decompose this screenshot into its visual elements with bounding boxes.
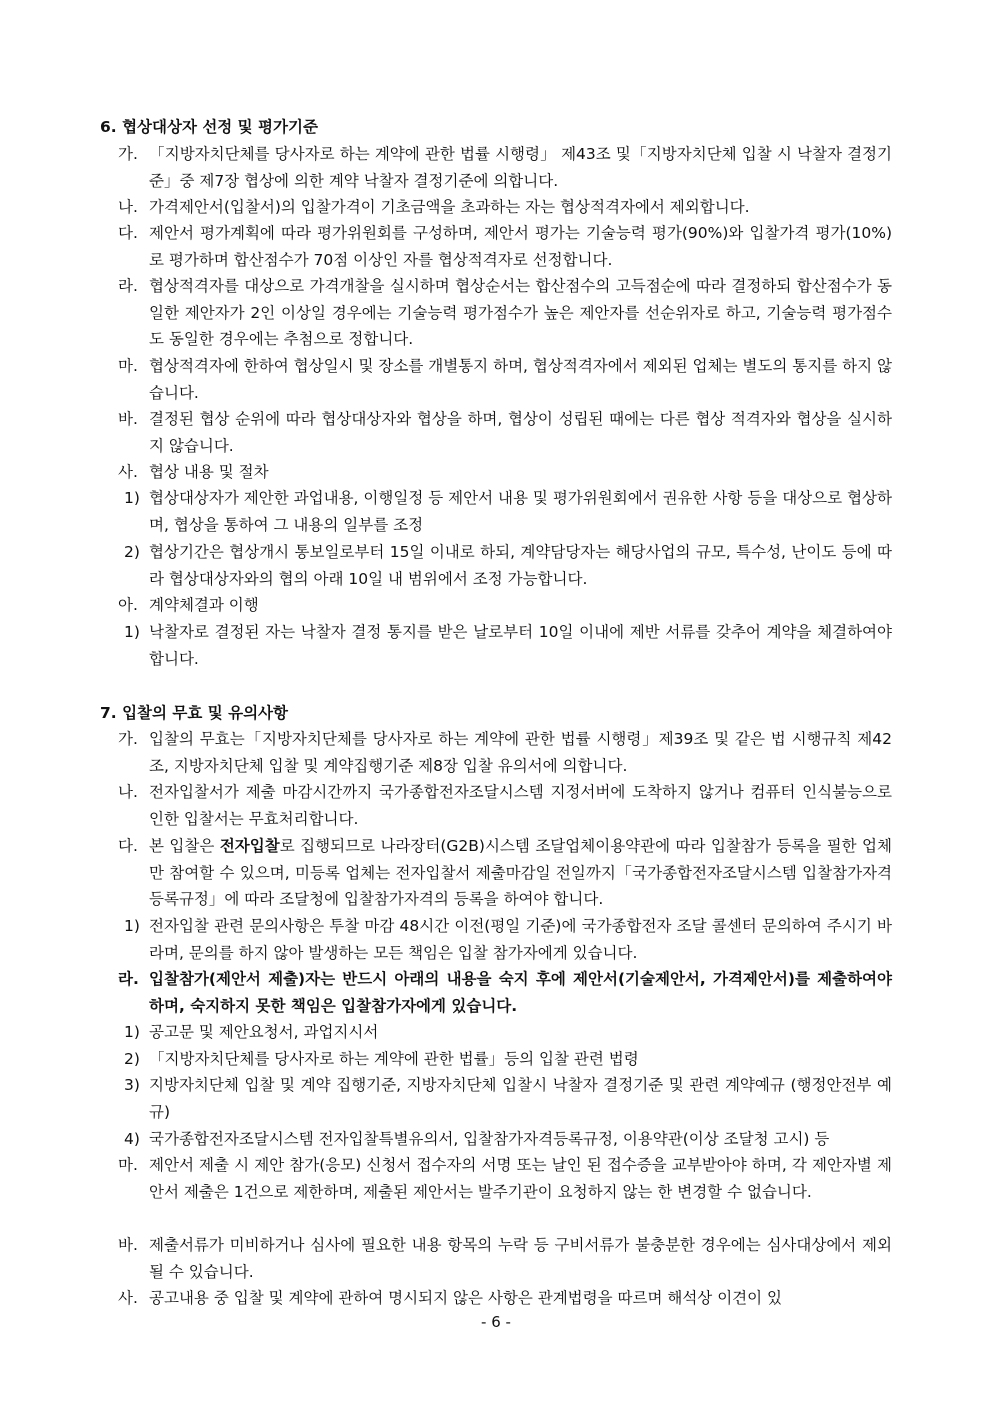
item-marker: 1): [124, 489, 140, 507]
item-marker: 1): [124, 623, 140, 641]
item-marker: 2): [124, 543, 140, 561]
item-marker: 마.: [118, 1156, 138, 1174]
item-text: 결정된 협상 순위에 따라 협상대상자와 협상을 하며, 협상이 성립된 때에는 다른 협상 적격자와 협상을 실시하지 않습니다.: [149, 410, 892, 455]
item-marker: 나.: [118, 198, 138, 216]
item-marker: 다.: [118, 224, 138, 242]
item-marker: 4): [124, 1130, 140, 1148]
item-text: 낙찰자로 결정된 자는 낙찰자 결정 통지를 받은 날로부터 10일 이내에 제반 서류를 갖추어 계약을 체결하여야 합니다.: [149, 623, 892, 668]
list-item: [118, 459, 892, 486]
item-text-post: 로 집행되므로 나라장터(G2B)시스템 조달업체이용약관에 따라 입찰참가 등록을 필한 업체만 참여할 수 있으며, 미등록 업체는 전자입찰서 제출마감일 전일까지「국가종합전자조달시스템 입찰참가자격등록규정」에 따라 조달청에 입찰참가자격의 등록을 하여야 합니다.: [149, 837, 893, 909]
item-text: 국가종합전자조달시스템 전자입찰특별유의서, 입찰참가자격등록규정, 이용약관(이상 조달청 고시) 등: [149, 1130, 830, 1148]
list-subitem: [124, 539, 892, 592]
list-subitem: [124, 1046, 892, 1073]
item-text: 입찰의 무효는「지방자치단체를 당사자로 하는 계약에 관한 법률 시행령」제39조 및 같은 법 시행규칙 제42조, 지방자치단체 입찰 및 계약집행기준 제8장 입찰 유의서에 의합니다.: [149, 730, 892, 775]
page-number: - 6 -: [481, 1313, 511, 1331]
list-subitem: [124, 1072, 892, 1125]
item-text: 제안서 제출 시 제안 참가(응모) 신청서 접수자의 서명 또는 날인 된 접수증을 교부받아야 하며, 각 제안자별 제안서 제출은 1건으로 제한하며, 제출된 제안서는 발주기관이 요청하지 않는 한 변경할 수 없습니다.: [149, 1156, 892, 1201]
item-text: 공고내용 중 입찰 및 계약에 관하여 명시되지 않은 사항은 관계법령을 따르며 해석상 이견이 있: [149, 1289, 783, 1307]
item-marker: 3): [124, 1076, 140, 1094]
list-item: [118, 194, 892, 221]
item-marker: 마.: [118, 357, 138, 375]
item-text: 제출서류가 미비하거나 심사에 필요한 내용 항목의 누락 등 구비서류가 불충분한 경우에는 심사대상에서 제외될 수 있습니다.: [149, 1236, 892, 1281]
list-item: [118, 273, 892, 353]
item-text-pre: 본 입찰은: [149, 837, 220, 855]
list-item: [118, 1152, 892, 1205]
list-item: [118, 220, 892, 273]
list-subitem: [124, 913, 892, 966]
item-marker: 사.: [118, 1289, 138, 1307]
item-marker: 가.: [118, 145, 138, 163]
item-marker: 1): [124, 917, 140, 935]
list-item: [118, 592, 892, 619]
list-subitem: [124, 619, 892, 672]
item-text-bold: 전자입찰: [219, 837, 280, 855]
item-text: 지방자치단체 입찰 및 계약 집행기준, 지방자치단체 입찰시 낙찰자 결정기준 및 관련 계약예규 (행정안전부 예규): [149, 1076, 892, 1121]
item-text: 공고문 및 제안요청서, 과업지시서: [149, 1023, 379, 1041]
list-item: [118, 353, 892, 406]
item-marker: 바.: [118, 410, 138, 428]
item-text: 협상대상자가 제안한 과업내용, 이행일정 등 제안서 내용 및 평가위원회에서 권유한 사항 등을 대상으로 협상하며, 협상을 통하여 그 내용의 일부를 조정: [149, 489, 892, 534]
list-item: [118, 1285, 892, 1312]
item-text: 「지방자치단체를 당사자로 하는 계약에 관한 법률」등의 입찰 관련 법령: [149, 1050, 639, 1068]
item-marker: 사.: [118, 463, 138, 481]
item-text: 협상 내용 및 절차: [149, 463, 269, 481]
item-marker: 라.: [118, 970, 139, 988]
list-item: [118, 1232, 892, 1285]
item-text: 전자입찰 관련 문의사항은 투찰 마감 48시간 이전(평일 기준)에 국가종합전자 조달 콜센터 문의하여 주시기 바라며, 문의를 하지 않아 발생하는 모든 책임은 입찰 참가자에게 있습니다.: [149, 917, 892, 962]
item-marker: 가.: [118, 730, 138, 748]
item-text: 가격제안서(입찰서)의 입찰가격이 기초금액을 초과하는 자는 협상적격자에서 제외합니다.: [149, 198, 750, 216]
item-marker: 2): [124, 1050, 140, 1068]
item-text: 입찰참가(제안서 제출)자는 반드시 아래의 내용을 숙지 후에 제안서(기술제안서, 가격제안서)를 제출하여야 하며, 숙지하지 못한 책임은 입찰참가자에게 있습니다.: [149, 970, 892, 1015]
item-marker: 라.: [118, 277, 138, 295]
item-text: 협상적격자를 대상으로 가격개찰을 실시하며 협상순서는 합산점수의 고득점순에 따라 결정하되 합산점수가 동일한 제안자가 2인 이상일 경우에는 기술능력 평가점수가 높은 제안자를 선순위자로 하고, 기술능력 평가점수도 동일한 경우에는 추첨으로 정합니다.: [149, 277, 893, 349]
item-marker: 다.: [118, 837, 138, 855]
item-text: 협상적격자에 한하여 협상일시 및 장소를 개별통지 하며, 협상적격자에서 제외된 업체는 별도의 통지를 하지 않습니다.: [149, 357, 892, 402]
list-item: [118, 141, 892, 194]
list-item: [118, 406, 892, 459]
item-text: 제안서 평가계획에 따라 평가위원회를 구성하며, 제안서 평가는 기술능력 평가(90%)와 입찰가격 평가(10%)로 평가하며 합산점수가 70점 이상인 자를 협상적격자로 선정합니다.: [149, 224, 892, 269]
item-text: 전자입찰서가 제출 마감시간까지 국가종합전자조달시스템 지정서버에 도착하지 않거나 컴퓨터 인식불능으로 인한 입찰서는 무효처리합니다.: [149, 783, 892, 828]
item-text: 「지방자치단체를 당사자로 하는 계약에 관한 법률 시행령」 제43조 및「지방자치단체 입찰 시 낙찰자 결정기준」중 제7장 협상에 의한 계약 낙찰자 결정기준에 의합니다.: [149, 145, 892, 190]
list-item: [118, 726, 892, 779]
item-text: [118, 833, 892, 913]
item-marker: 1): [124, 1023, 140, 1041]
list-subitem: [124, 1126, 892, 1153]
list-subitem: [124, 485, 892, 538]
item-marker: 바.: [118, 1236, 138, 1254]
item-text: 협상기간은 협상개시 통보일로부터 15일 이내로 하되, 계약담당자는 해당사업의 규모, 특수성, 난이도 등에 따라 협상대상자와의 협의 아래 10일 내 범위에서 조정 가능합니다.: [149, 543, 892, 588]
list-item: [118, 779, 892, 832]
list-item-emphasis: [118, 966, 892, 1019]
item-marker: 아.: [118, 596, 138, 614]
item-marker: 나.: [118, 783, 138, 801]
list-subitem: [124, 1019, 892, 1046]
item-text: 계약체결과 이행: [149, 596, 259, 614]
list-item: [118, 833, 892, 913]
section-7-title: 7. 입찰의 무효 및 유의사항: [100, 704, 288, 722]
section-6-title: 6. 협상대상자 선정 및 평가기준: [100, 118, 318, 136]
